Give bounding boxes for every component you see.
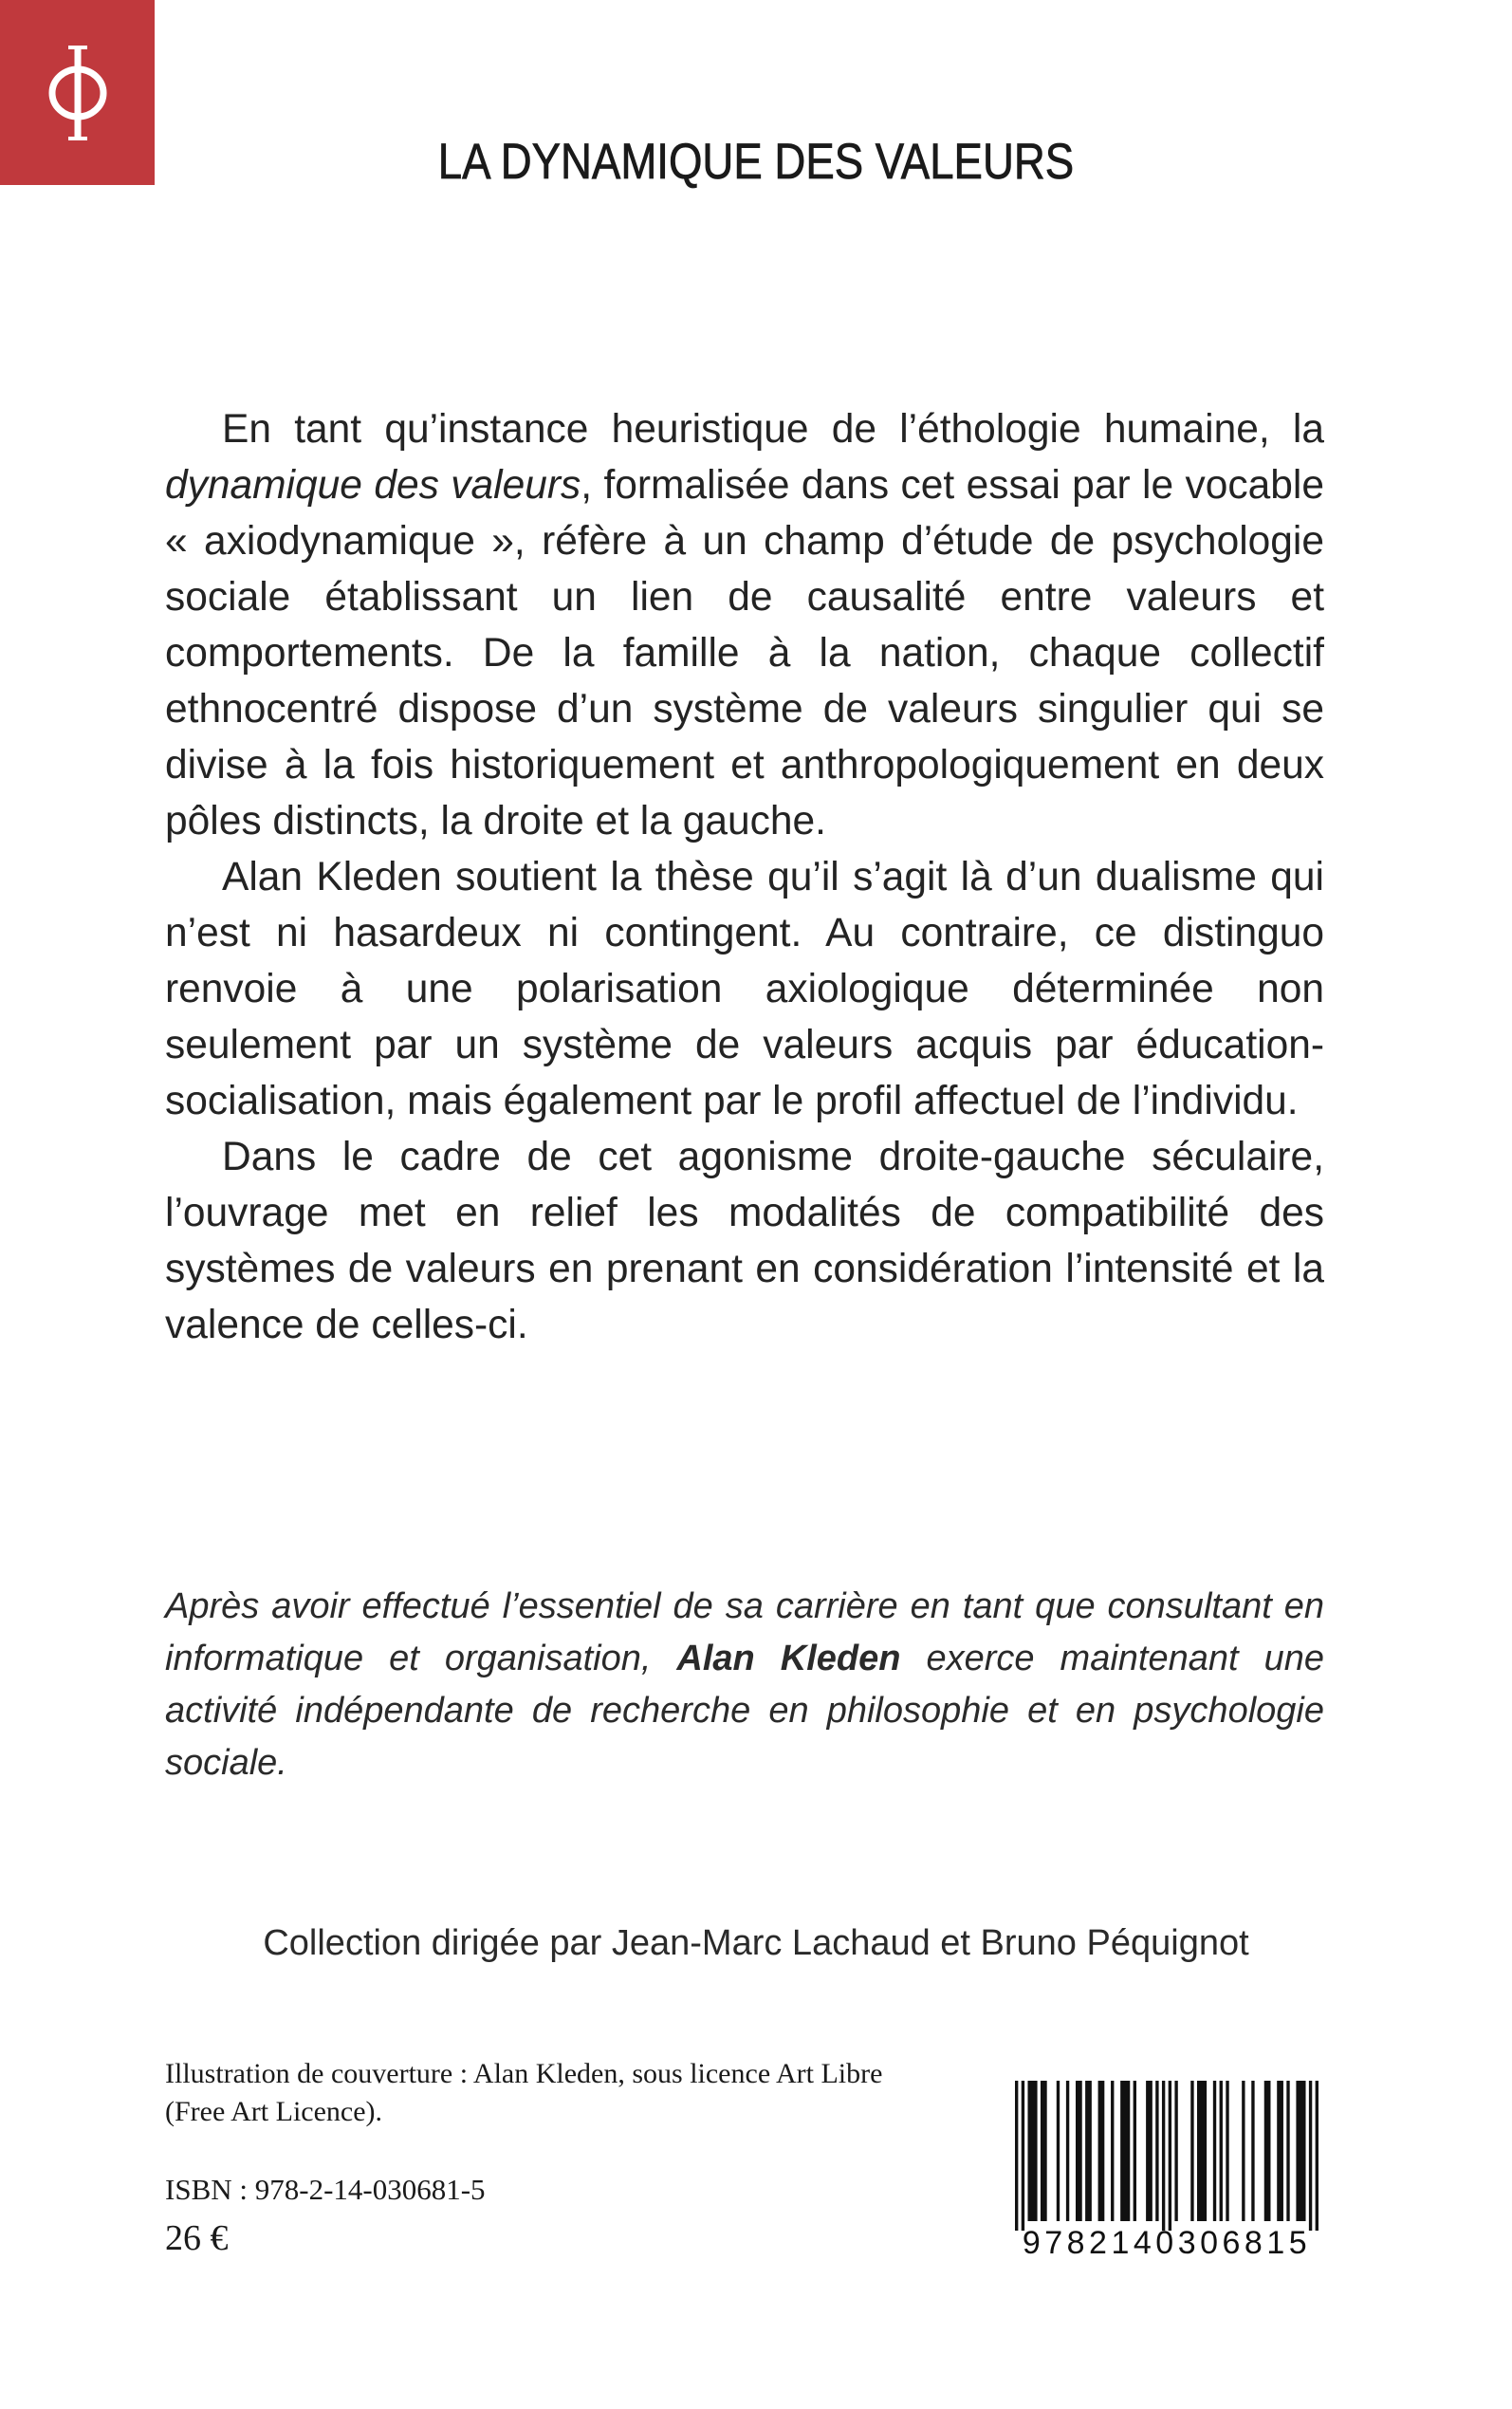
barcode-bar <box>1120 2081 1130 2221</box>
barcode-bar <box>1098 2081 1105 2221</box>
summary-paragraph-2: Alan Kleden soutient la thèse qu’il s’agit là d’un dualisme qui n’est ni hasardeux ni contingent. Au contraire, ce distinguo renvoie à une polarisation axiologique déterminée non seulement par un système de valeurs acquis par éducation-socialisation, mais également par le profil affectuel de l’individu. <box>165 855 1324 1123</box>
barcode-bar <box>1197 2081 1207 2221</box>
author-name: Alan Kleden <box>676 1639 901 1678</box>
collection-directors: Collection dirigée par Jean-Marc Lachaud et Bruno Péquignot <box>263 1923 1249 1963</box>
barcode-bar <box>1296 2081 1305 2221</box>
barcode-bar <box>1155 2081 1158 2221</box>
barcode-bar <box>1277 2081 1283 2221</box>
barcode-bar <box>1226 2081 1228 2221</box>
barcode-bar <box>1162 2081 1165 2231</box>
barcode-bar <box>1022 2081 1024 2231</box>
barcode-bar <box>1076 2081 1082 2221</box>
isbn: ISBN : 978-2-14-030681-5 <box>165 2173 486 2206</box>
barcode-bar <box>1316 2081 1318 2231</box>
barcode-bar <box>1057 2081 1060 2221</box>
barcode-bar <box>1134 2081 1136 2221</box>
italic-phrase: dynamique des valeurs <box>165 463 581 508</box>
barcode-bar <box>1220 2081 1223 2221</box>
author-biography: Après avoir effectué l’essentiel de sa carrière en tant que consultant en informatique et organisation, Alan Kleden exerce maintenant une activité indépendante de recherche en philosophie et en psychologie sociale. <box>165 1586 1324 1783</box>
barcode-bar <box>1146 2081 1152 2221</box>
illustration-credit: Illustration de couverture : Alan Kleden, sous licence Art Libre (Free Art Licence). <box>165 2058 883 2127</box>
barcode-bar <box>1174 2081 1177 2221</box>
barcode-bar <box>1242 2081 1245 2221</box>
barcode-digits: 9782140306815 <box>1022 2225 1312 2261</box>
book-title: LA DYNAMIQUE DES VALEURS <box>437 134 1075 190</box>
barcode-bar <box>1264 2081 1271 2221</box>
barcode-bar <box>1251 2081 1254 2221</box>
barcode-bar <box>1027 2081 1037 2221</box>
barcode-bar <box>1213 2081 1216 2221</box>
barcode-bar <box>1085 2081 1092 2221</box>
summary-paragraph-3: Dans le cadre de cet agonisme droite-gauche séculaire, l’ouvrage met en relief les modalités de compatibilité des systèmes de valeurs en prenant en considération l’intensité et la valence de celles-ci. <box>165 1135 1324 1347</box>
book-summary <box>165 401 1324 1353</box>
barcode-bar <box>1169 2081 1171 2231</box>
barcode-bar <box>1190 2081 1193 2221</box>
barcode-bar <box>1041 2081 1047 2221</box>
phi-icon <box>40 41 116 145</box>
barcode-bar <box>1015 2081 1018 2231</box>
summary-paragraph-1: En tant qu’instance heuristique de l’éthologie humaine, la dynamique des valeurs, formalisée dans cet essai par le vocable « axiodynamique », réfère à un champ d’étude de psychologie sociale établissant un lien de causalité entre valeurs et comportements. De la famille à la nation, chaque collectif ethnocentré dispose d’un système de valeurs singulier qui se divise à la fois historiquement et anthropologiquement en deux pôles distincts, la droite et la gauche. <box>165 407 1324 843</box>
barcode-bar <box>1286 2081 1289 2221</box>
barcode-bar <box>1309 2081 1312 2231</box>
barcode-bar <box>1111 2081 1114 2221</box>
barcode-bar <box>1066 2081 1069 2221</box>
price: 26 € <box>165 2218 229 2258</box>
